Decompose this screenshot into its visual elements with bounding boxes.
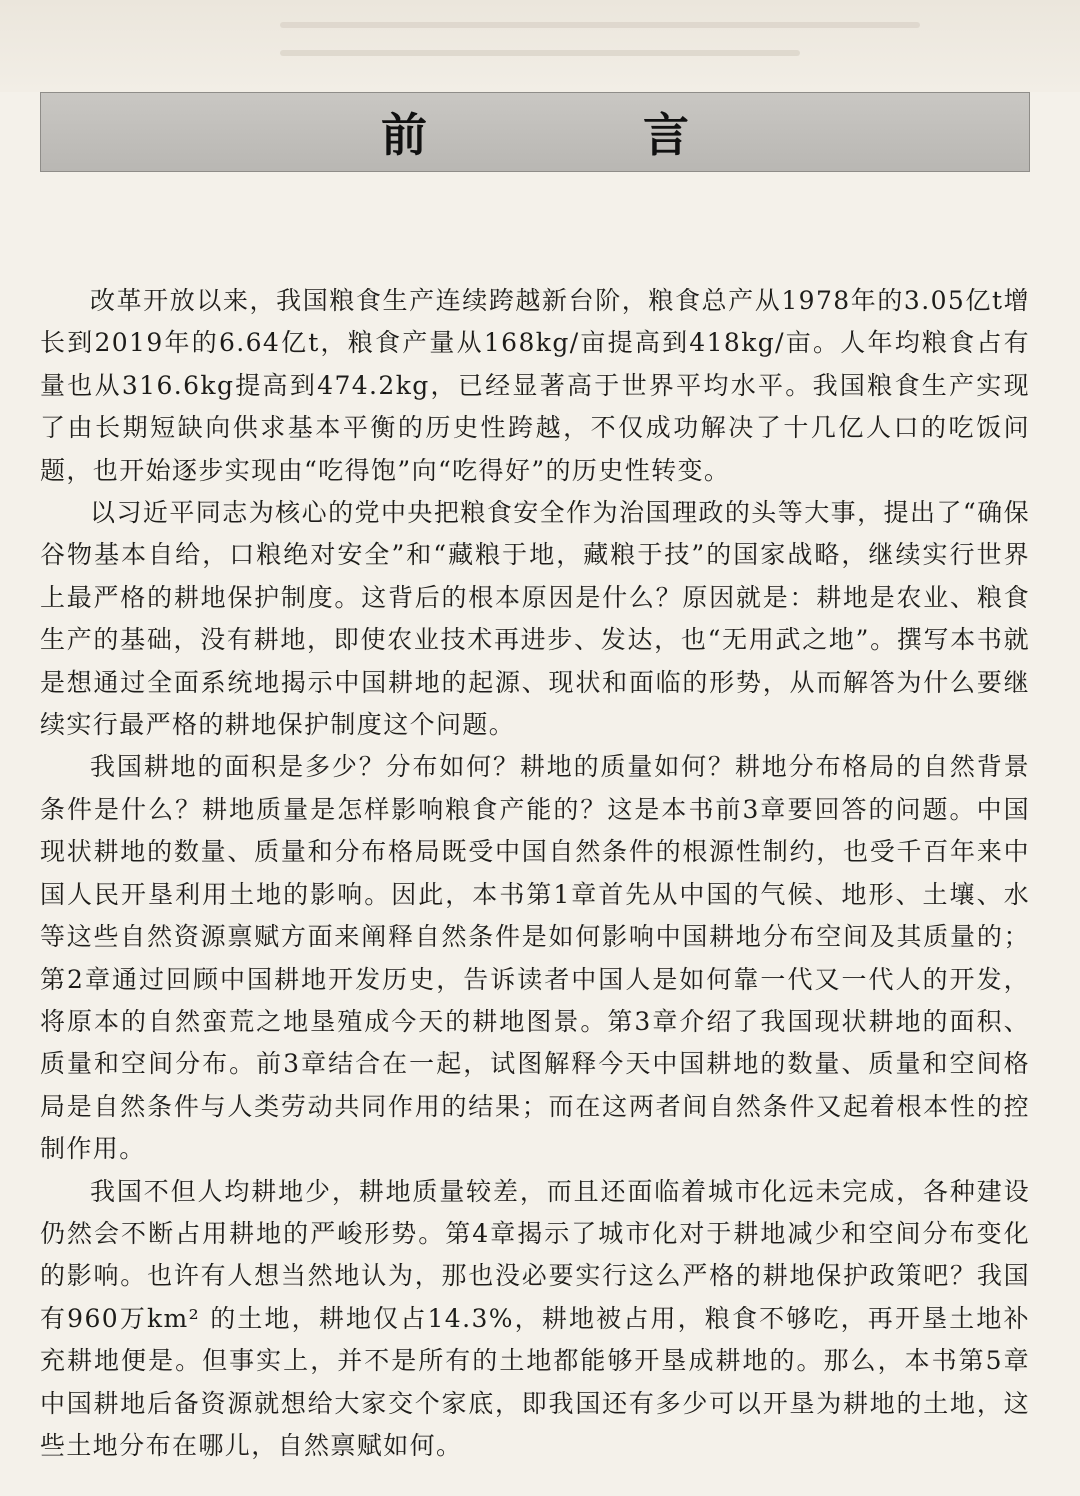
paragraph-3: 我国耕地的面积是多少？分布如何？耕地的质量如何？耕地分布格局的自然背景条件是什么？耕地质量是怎样影响粮食产能的？这是本书前3章要回答的问题。中国现状耕地的数量、质量和分布格局既受中国自然条件的根源性制约，也受千百年来中国人民开垦利用土地的影响。因此，本书第1章首先从中国的气候、地形、土壤、水等这些自然资源禀赋方面来阐释自然条件是如何影响中国耕地分布空间及其质量的；第2章通过回顾中国耕地开发历史，告诉读者中国人是如何靠一代又一代人的开发，将原本的自然蛮荒之地垦殖成今天的耕地图景。第3章介绍了我国现状耕地的面积、质量和空间分布。前3章结合在一起，试图解释今天中国耕地的数量、质量和空间格局是自然条件与人类劳动共同作用的结果；而在这两者间自然条件又起着根本性的控制作用。 xyxy=(40,752,1030,1164)
bleed-text-line xyxy=(280,22,920,28)
paragraph-4: 我国不但人均耕地少，耕地质量较差，而且还面临着城市化远未完成，各种建设仍然会不断占用耕地的严峻形势。第4章揭示了城市化对于耕地减少和空间分布变化的影响。也许有人想当然地认为，那也没必要实行这么严格的耕地保护政策吧？我国有960万km² 的土地，耕地仅占14.3%，耕地被占用，粮食不够吃，再开垦土地补充耕地便是。但事实上，并不是所有的土地都能够开垦成耕地的。那么，本书第5章中国耕地后备资源就想给大家交个家底，即我国还有多少可以开垦为耕地的土地，这些土地分布在哪儿，自然禀赋如何。 xyxy=(40,1176,1030,1460)
page-title: 前 言 xyxy=(380,108,789,162)
paragraph-2: 以习近平同志为核心的党中央把粮食安全作为治国理政的头等大事，提出了“确保谷物基本自给，口粮绝对安全”和“藏粮于地，藏粮于技”的国家战略，继续实行世界上最严格的耕地保护制度。这背后的根本原因是什么？原因就是：耕地是农业、粮食生产的基础，没有耕地，即使农业技术再进步、发达，也“无用武之地”。撰写本书就是想通过全面系统地揭示中国耕地的起源、现状和面临的形势，从而解答为什么要继续实行最严格的耕地保护制度这个问题。 xyxy=(40,498,1030,740)
preface-body xyxy=(40,280,1030,1467)
paragraph-1: 改革开放以来，我国粮食生产连续跨越新台阶，粮食总产从1978年的3.05亿t增长到2019年的6.64亿t，粮食产量从168kg/亩提高到418kg/亩。人年均粮食占有量也从316.6kg提高到474.2kg，已经显著高于世界平均水平。我国粮食生产实现了由长期短缺向供求基本平衡的历史性跨越，不仅成功解决了十几亿人口的吃饭问题，也开始逐步实现由“吃得饱”向“吃得好”的历史性转变。 xyxy=(40,286,1030,485)
previous-page-bleed xyxy=(0,0,1080,92)
title-banner xyxy=(40,92,1030,172)
bleed-text-line xyxy=(280,50,800,56)
